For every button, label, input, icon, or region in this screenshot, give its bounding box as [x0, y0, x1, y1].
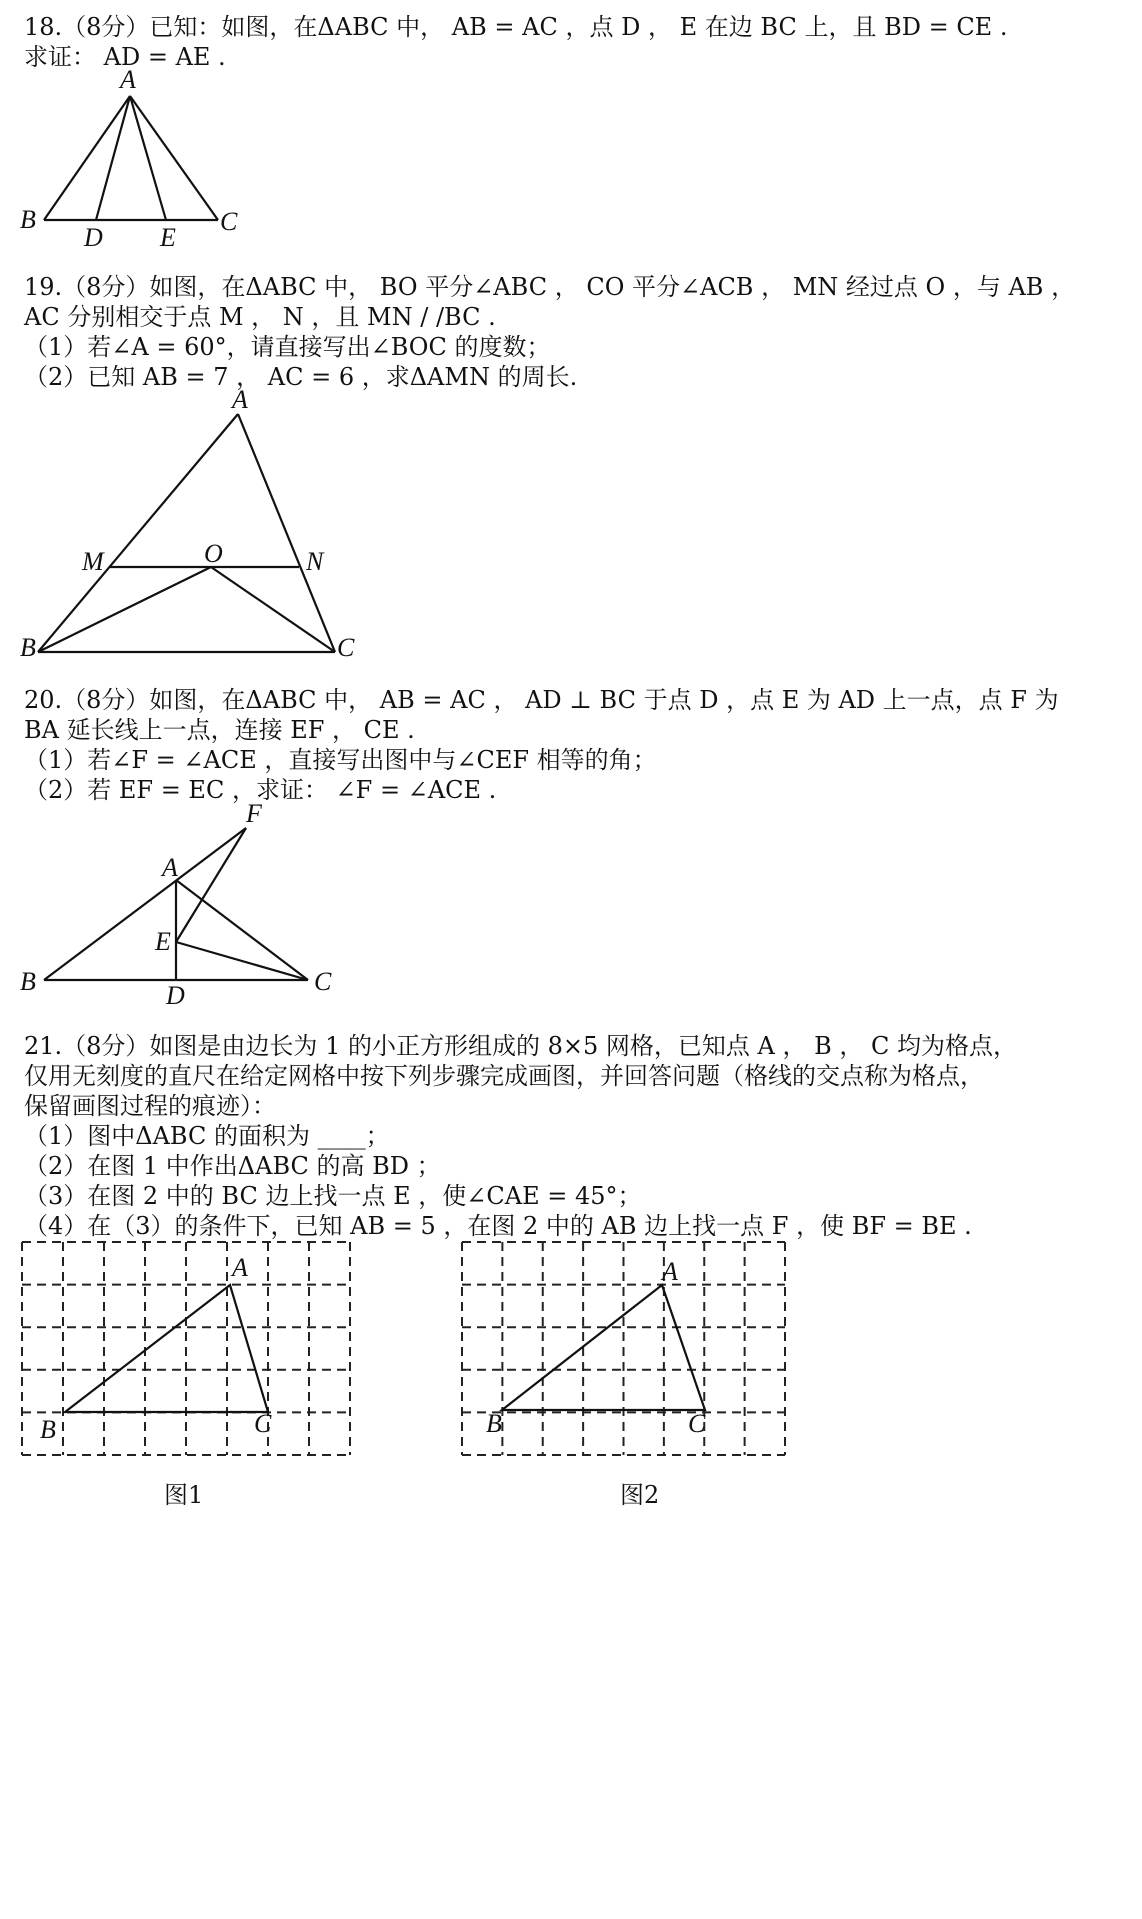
label-B: B — [20, 205, 36, 234]
q21-part-1: （1）图中ΔABC 的面积为 ____； — [24, 1122, 390, 1150]
figure-1-caption: 图1 — [164, 1481, 204, 1509]
label-C: C — [688, 1409, 706, 1438]
label-A: A — [120, 65, 136, 94]
q20-statement-2: BA 延长线上一点，连接 EF ， CE . — [24, 716, 415, 744]
label-C: C — [314, 967, 332, 996]
q21-part-3: （3）在图 2 中的 BC 边上找一点 E ，使∠CAE = 45°； — [24, 1182, 642, 1210]
q20-part-2: （2）若 EF = EC ，求证： ∠F = ∠ACE . — [24, 776, 497, 804]
label-C: C — [254, 1409, 272, 1438]
q20-part-1: （1）若∠F = ∠ACE ，直接写出图中与∠CEF 相等的角； — [24, 746, 657, 774]
label-B: B — [486, 1409, 502, 1438]
figure-2-caption: 图2 — [620, 1481, 660, 1509]
q18-prove: 求证： AD = AE . — [24, 43, 226, 71]
q21-statement-2: 仅用无刻度的直尺在给定网格中按下列步骤完成画图，并回答问题（格线的交点称为格点， — [24, 1062, 984, 1090]
q18-figure — [0, 65, 300, 260]
label-D: D — [84, 223, 103, 252]
label-A: A — [162, 853, 178, 882]
q21-part-2: （2）在图 1 中作出ΔABC 的高 BD ； — [24, 1152, 441, 1180]
q18-statement: 18.（8分）已知：如图，在ΔABC 中， AB = AC ，点 D ， E 在边 BC 上，且 BD = CE . — [24, 13, 1008, 41]
label-B: B — [20, 633, 36, 662]
label-M: M — [82, 547, 104, 576]
label-D: D — [166, 981, 185, 1010]
q19-part-1: （1）若∠A = 60°，请直接写出∠BOC 的度数； — [24, 333, 551, 361]
grid-figure-1 — [10, 1230, 370, 1470]
label-E: E — [160, 223, 176, 252]
q19-figure — [0, 385, 380, 665]
q20-statement: 20.（8分）如图，在ΔABC 中， AB = AC ， AD ⊥ BC 于点 D ，点 E 为 AD 上一点，点 F 为 — [24, 686, 1059, 714]
label-O: O — [204, 539, 223, 568]
label-N: N — [306, 547, 324, 576]
q19-part-2: （2）已知 AB = 7 ， AC = 6 ，求ΔAMN 的周长. — [24, 363, 578, 391]
label-C: C — [220, 207, 238, 236]
label-A: A — [662, 1257, 678, 1286]
q21-statement: 21.（8分）如图是由边长为 1 的小正方形组成的 8×5 网格，已知点 A ， B ， C 均为格点， — [24, 1032, 1017, 1060]
q19-statement: 19.（8分）如图，在ΔABC 中， BO 平分∠ABC ， CO 平分∠ACB ， MN 经过点 O ，与 AB ， — [24, 273, 1076, 301]
label-C: C — [337, 633, 355, 662]
label-F: F — [246, 799, 262, 828]
label-E: E — [155, 927, 171, 956]
label-A: A — [232, 1253, 248, 1282]
q21-statement-3: 保留画图过程的痕迹）： — [24, 1092, 276, 1120]
label-B: B — [20, 967, 36, 996]
grid-figure-2 — [450, 1230, 810, 1470]
label-B: B — [40, 1415, 56, 1444]
label-A: A — [232, 385, 248, 414]
q20-figure — [0, 800, 360, 1010]
q19-statement-2: AC 分别相交于点 M ， N ，且 MN / /BC . — [24, 303, 496, 331]
q21-part-4: （4）在（3）的条件下，已知 AB = 5 ，在图 2 中的 AB 边上找一点 F ，使 BF = BE . — [24, 1212, 972, 1240]
